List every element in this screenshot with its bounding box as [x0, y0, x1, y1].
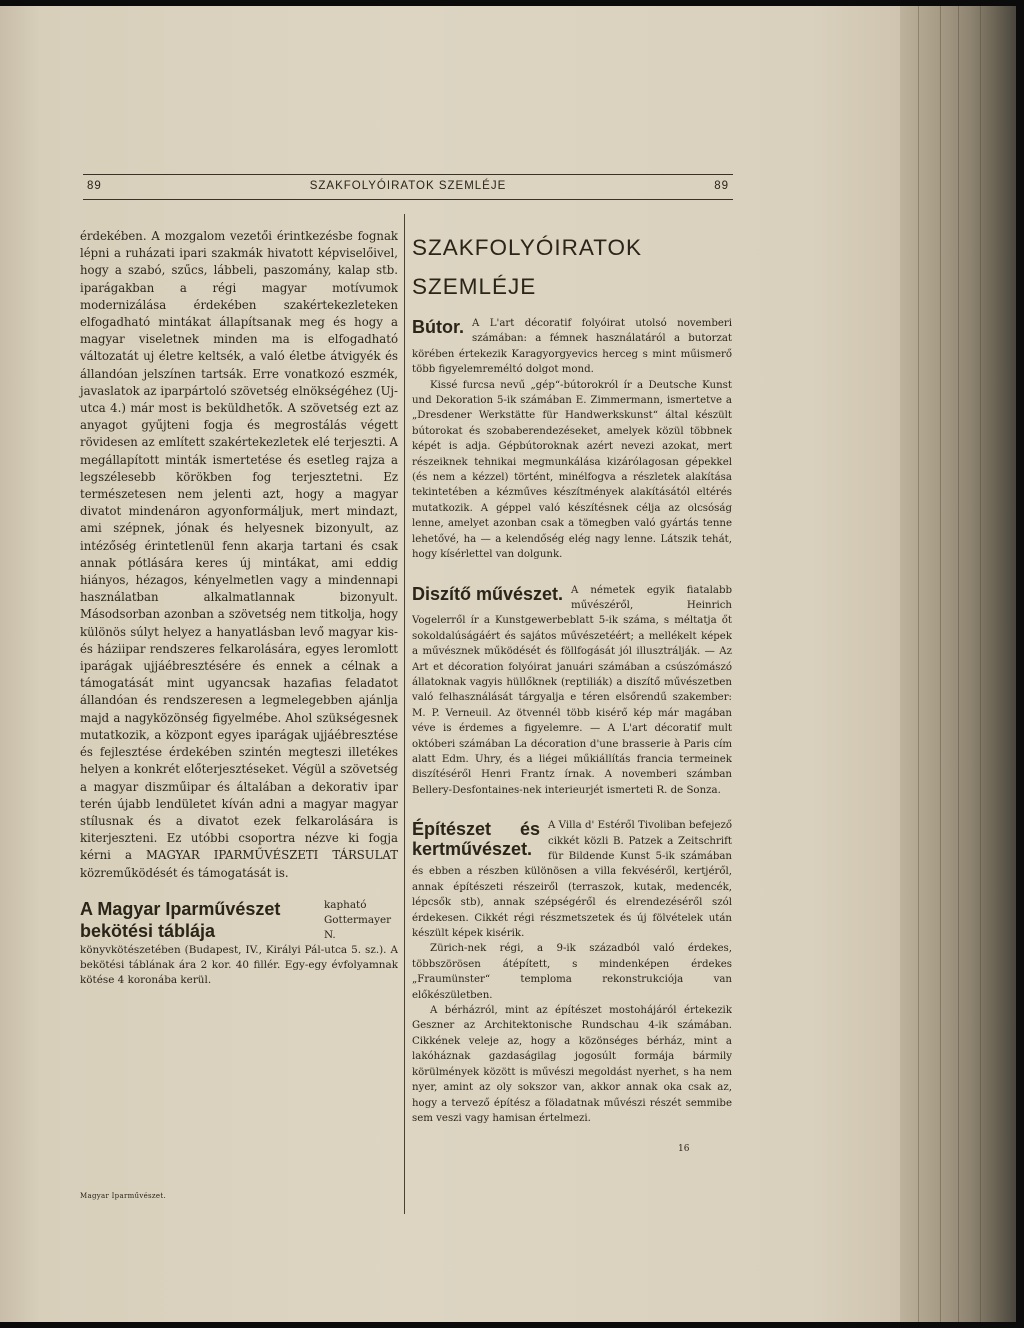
section-main-title: SZAKFOLYÓIRATOK SZEMLÉJE — [412, 235, 643, 299]
signature-mark: 16 — [678, 1144, 690, 1154]
section-paragraph: A Villa d' Estéről Tivoliban befejező cikkét közli B. Patzek a Zeitschrift für Bildende Kunst 5-ik számában és ebben a részben különösen a villa fekvéséről, kertjéről, annak építészeti részeiről (terraszok, kutak, medencék, lépcsők stb), annak szépségéről és elrendezéséről szól érdekesen. Cikkét régi részmetszetek és új fölvételek után készült képek kisérik. — [412, 820, 732, 940]
running-head — [83, 174, 733, 200]
section-paragraph: A L'art décoratif folyóirat utolsó novemberi számában: a fémnek használatáról a butorzat körében értekezik Karagyorgyevics herceg s mint műismerő több figyelemreméltó dolgot mond. — [412, 318, 732, 376]
section-title: Bútor. — [412, 317, 464, 337]
section-paragraph: Zürich-nek régi, a 9-ik századból való érdekes, többszörösen átépített, s mindenképen érdekes „Fraumünster“ temploma rekonstrukciója van előkészületben. — [412, 943, 732, 1001]
left-column — [80, 228, 398, 988]
binding-cover-ad — [80, 898, 398, 988]
page-number-left: 89 — [87, 180, 102, 192]
section-title: Diszítő művészet. — [412, 583, 564, 604]
section-paragraph: A németek egyik fiatalabb művészéről, Heinrich Vogelerről ír a Kunstgewerbeblatt 5-ik száma, s méltatja őt sokoldalúságáért és sajátos művészetéért; a mellékelt képek a művésznek működését és föllfogását jól illusztrálják. — Az Art et décoration folyóirat januári számában a csúszómászó állatoknak vagyis hüllőknek (reptiliák) a diszítő művészetben való felhasználását tárgyalja e téren elsőrendű szakember: M. P. Verneuil. Az ötvennél több kisérő kép már magában véve is érdemes a figyelemre. — A L'art décoratif mult októberi számában La décoration d'une brasserie à Paris cím alatt Edm. Uhry, és a liégei műkiállítás francia termeinek diszítéséről Henri Frantz írnak. A novemberi számban Bellery-Desfontaines-nek interieurjét ismerteti R. de Sonza. — [412, 584, 732, 796]
book-binding-edge — [900, 6, 1016, 1322]
ad-text: kapható Gottermayer N. könyvkötészetében (Budapest, IV., Királyi Pál-utca 5. sz.). A bekötési táblának ára 2 kor. 40 fillér. Egy-egy évfolyamnak kötése 4 koronába kerül. — [80, 898, 398, 986]
page-number-right: 89 — [714, 180, 729, 192]
ad-title: A Magyar Iparművészet bekötési táblája — [80, 898, 281, 941]
section-paragraph: A bérházról, mint az építészet mostohájáról értekezik Geszner az Architektonische Rundschau 4-ik számában. Cikkének veleje az, hogy a közönséges bérház, mint a lakóháznak gazdaságilag jogosúlt formája bármily körülmények között is művészi megoldást nyerhet, s ha nem nyer, amint az oly sokszor van, akkor annak oka csak az, hogy a tervező építész a föladatnak művészi részét semmibe sem veszi vagy hamisan értelmezi. — [412, 1005, 732, 1124]
section-diszito-muveszet — [412, 583, 732, 799]
section-butor — [412, 316, 732, 563]
running-head-title: SZAKFOLYÓIRATOK SZEMLÉJE — [309, 180, 507, 192]
section-paragraph: Kissé furcsa nevű „gép“-bútorokról ír a Deutsche Kunst und Dekoration 5-ik számában E. Zimmermann, ismertetve a „Dresdener Werkstätte für Handwerkskunst“ által készült bútorokat és szobaberendezéseket, amelyek közül többnek képét is adja. Gépbútoroknak azért nevezi azokat, mert részeiknek tehnikai megmunkálása kizárólagosan gépekkel (és nem a kézzel) történt, minélfogva a részletek alakítása tekintetében a kézműves készítmények alakításától eltérés mutatkozik. A géppel való készítésnek célja az olcsóság lenne, amelyet azonban csak a tömegben való gyártás tenne lehetővé, ha — a kelendőség elég nagy lenne. Látszik tehát, hogy kísérlettel van dolgunk. — [412, 379, 732, 561]
section-title: Építészet és kertművészet. — [412, 819, 540, 860]
left-column-body: érdekében. A mozgalom vezetői érintkezésbe fognak lépni a ruházati ipari szakmák hivatott képviselőivel, hogy a szabó, szűcs, lábbeli, paszomány, kalap stb. iparágakban a régi magyar motívumok modernizálása érdekében szakértekezleteken elfogadható mintákat állapítsanak meg és hogy a magyar viseletnek minden ma is elfogadható változatát uj életre keltsék, a való életbe átvigyék és állandóan jelszínen tartsák. Erre vonatkozó eszmék, javaslatok az iparpártoló szövetség elnökségéhez (Uj-utca 4.) már most is beküldhetők. A szövetség ezt az anyagot gyűjteni fogja és megrostálás végett rövidesen az említett szakértekezletek elé terjeszti. A megállapított minták ismertetése és esetleg rajza a legszélesebb körökben fog terjesztetni. Ez természetesen nem jelenti azt, hogy a magyar divatot mindenáron agyonformáljuk, mert mindazt, ami szépnek, jónak és helyesnek bizonyult, az intézőség érintetlenül fenn akarja tartani és csak annak pótlására keres új mintákat, ami eddig hiányos, hézagos, kényelmetlen vagy a mindennapi használatban alkalmatlannak bizonyult. Másodsorban azonban a szövetség nem titkolja, hogy különös súlyt helyez a hanyatlásban levő magyar kis- és háziipar rendszeres felkarolására, egyes leromlott iparágak ujjáébresztésére és ennek a célnak a támogatását mint ugyancsak hazafias feladatot állandóan és rendszeresen a legmelegebben ajánlja majd a nagyközönség figyelmébe. Ahol szükségesnek mutatkozik, a központ egyes iparágak ujjáébresztése és fejlesztése érdekében szintén megteszi illetékes helyen a konkrét előterjesztéseket. Végül a szövetség a magyar diszműipar és általában a dekorativ ipar terén újabb lendületet kíván adni a magyar magyar stílusnak és a divatot ezek felkarolására is kiterjeszteni. Ez utóbbi csoportra nézve ki fogja kérni a MAGYAR IPARMŰVÉSZETI TÁRSULAT közreműködését és támogatását is. — [80, 229, 398, 880]
section-epiteszet — [412, 818, 732, 1126]
right-column — [412, 228, 732, 1126]
footer-journal-name: Magyar Iparművészet. — [80, 1192, 166, 1200]
column-divider — [404, 214, 405, 1214]
book-page — [0, 6, 1016, 1322]
